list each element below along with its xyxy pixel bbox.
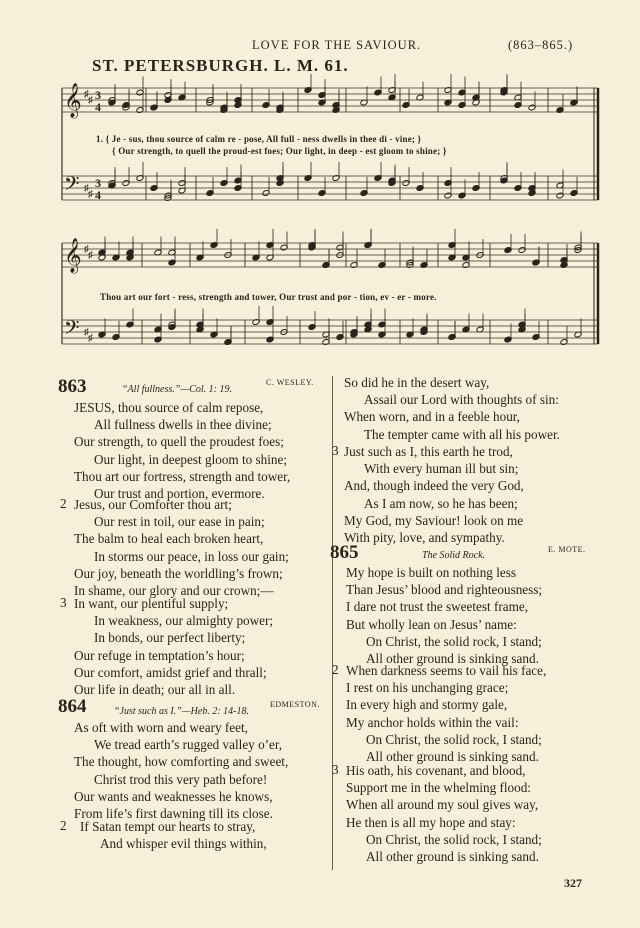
- scripture-reference: “All fullness.”—Col. 1: 19.: [122, 384, 233, 395]
- sharp-icon: ♯: [84, 89, 89, 100]
- sharp-icon: ♯: [88, 95, 93, 106]
- stanza: [346, 564, 542, 667]
- verse-line: I rest on his unchanging grace;: [346, 680, 509, 696]
- hymn-range: (863–865.): [508, 38, 574, 52]
- verse-line: But wholly lean on Jesus’ name:: [346, 616, 517, 632]
- verse-line: My anchor holds within the vail:: [346, 714, 519, 730]
- verse-line: In every high and stormy gale,: [346, 697, 508, 713]
- verse-line: When darkness seems to vail his face,: [346, 663, 547, 678]
- stanza-number: 3: [332, 443, 339, 458]
- stanza: [344, 443, 524, 546]
- verse-line: Just such as I, this earth he trod,: [344, 444, 513, 459]
- verse-line: On Christ, the solid rock, I stand;: [366, 731, 542, 747]
- verse-line: Our wants and weaknesses he knows,: [74, 788, 273, 804]
- verse-line: And whisper evil things within,: [100, 836, 267, 852]
- stanza-number: 2: [60, 496, 67, 511]
- sharp-icon: ♯: [88, 333, 93, 344]
- verse-line: So did he in the desert way,: [344, 375, 490, 390]
- verse-line: Jesus, our Comforter thou art;: [74, 497, 232, 512]
- verse-line: In storms our peace, in loss our gain;: [94, 548, 289, 564]
- verse-line: He then is all my hope and stay:: [346, 814, 516, 830]
- verse-line: Thou art our fortress, strength and tower,: [74, 468, 291, 484]
- verse-line: Christ trod this very path before!: [94, 771, 268, 787]
- verse-line: As I am now, so he has been;: [364, 495, 518, 511]
- time-signature: 3: [95, 88, 101, 102]
- verse-line: In weakness, our almighty power;: [94, 613, 274, 629]
- verse-line: As oft with worn and weary feet,: [74, 720, 248, 735]
- time-signature: 4: [95, 188, 101, 202]
- author: C. WESLEY.: [266, 378, 314, 387]
- verse-line: The tempter came with all his power.: [364, 426, 560, 442]
- verse-line: His oath, his covenant, and blood,: [346, 763, 526, 778]
- hymn-number: 864: [58, 696, 87, 717]
- verse-line: Our joy, beneath the worldling’s frown;: [74, 565, 283, 581]
- author: E. MOTE.: [548, 545, 586, 554]
- stanza-number: 2: [60, 818, 67, 833]
- verse-line: In bonds, our perfect liberty;: [94, 630, 246, 646]
- verse-line: Than Jesus’ blood and righteousness;: [346, 582, 543, 598]
- lyrics-line-2: { Our strength, to quell the proud-est foes; Our light, in deep - est gloom to shine; }: [112, 146, 447, 156]
- lyrics-line-3: Thou art our fort - ress, strength and tower, Our trust and por - tion, ev - er - more.: [100, 292, 437, 302]
- running-title: LOVE FOR THE SAVIOUR.: [252, 38, 422, 52]
- verse-line: My God, my Saviour! look on me: [344, 512, 524, 528]
- verse-line: My hope is built on nothing less: [346, 565, 516, 580]
- stanza-continued: [344, 374, 560, 443]
- verse-line: Our strength, to quell the proudest foes;: [74, 434, 284, 450]
- stanza: [346, 662, 546, 765]
- verse-line: I dare not trust the sweetest frame,: [346, 599, 528, 615]
- verse-line: Our trust and portion, evermore.: [94, 486, 265, 502]
- sharp-icon: ♯: [84, 183, 89, 194]
- author: EDMESTON.: [270, 700, 320, 709]
- verse-line: The thought, how comforting and sweet,: [74, 754, 289, 770]
- stanza-number: 2: [332, 662, 339, 677]
- verse-line: Our comfort, amidst grief and thrall;: [74, 664, 267, 680]
- page-number: 327: [564, 876, 582, 890]
- verse-line: Our life in death; our all in all.: [74, 682, 236, 698]
- time-signature: 4: [95, 100, 101, 114]
- stanza: [74, 399, 290, 502]
- sharp-icon: ♯: [88, 250, 93, 261]
- scripture-reference: “Just such as I.”—Heb. 2: 14-18.: [114, 706, 249, 717]
- verse-line: All other ground is sinking sand.: [366, 651, 539, 667]
- verse-line: With pity, love, and sympathy.: [344, 530, 505, 546]
- tune-title: ST. PETERSBURGH. L. M. 61.: [92, 56, 349, 75]
- sharp-icon: ♯: [88, 189, 93, 200]
- verse-line: In want, our plentiful supply;: [74, 596, 229, 611]
- verse-line: On Christ, the solid rock, I stand;: [366, 831, 542, 847]
- verse-line: When all around my soul gives way,: [346, 797, 539, 813]
- sharp-icon: ♯: [84, 327, 89, 338]
- hymn-number: 865: [330, 542, 359, 563]
- scripture-reference: The Solid Rock.: [422, 550, 486, 561]
- stanza: [346, 762, 542, 865]
- sharp-icon: ♯: [84, 244, 89, 255]
- verse-line: On Christ, the solid rock, I stand;: [366, 633, 542, 649]
- stanza: [74, 719, 288, 822]
- verse-line: JESUS, thou source of calm repose,: [74, 400, 264, 415]
- verse-line: Our refuge in temptation’s hour;: [74, 647, 245, 663]
- verse-line: From life’s first dawning till its close.: [74, 806, 273, 822]
- verse-line: Our rest in toil, our ease in pain;: [94, 514, 265, 530]
- verse-line: All other ground is sinking sand.: [366, 849, 539, 865]
- verse-line: All fullness dwells in thee divine;: [94, 417, 272, 433]
- verse-line: Our light, in deepest gloom to shine;: [94, 451, 288, 467]
- bass-clef-icon: 𝄢: [64, 316, 80, 344]
- verse-line: All other ground is sinking sand.: [366, 749, 539, 765]
- bass-clef-icon: 𝄢: [64, 172, 80, 200]
- verse-line: If Satan tempt our hearts to stray,: [80, 819, 256, 834]
- verse-line: When worn, and in a feeble hour,: [344, 409, 520, 425]
- hymn-number: 863: [58, 376, 87, 397]
- stanza: [80, 818, 267, 852]
- stanza: [74, 595, 273, 698]
- music-score: [0, 0, 640, 370]
- time-signature: 3: [95, 176, 101, 190]
- stanza: [74, 496, 289, 599]
- verse-line: In shame, our glory and our crown;—: [74, 583, 274, 599]
- treble-clef-icon: 𝄞: [64, 83, 82, 118]
- verse-line: Support me in the whelming flood:: [346, 780, 531, 796]
- verse-line: The balm to heal each broken heart,: [74, 531, 264, 547]
- stanza-number: 3: [60, 595, 67, 610]
- stanza-number: 3: [332, 762, 339, 777]
- verse-line: And, though indeed the very God,: [344, 478, 524, 494]
- lyrics-line-1: 1. { Je - sus, thou source of calm re - pose, All full - ness dwells in thee di - vine; }: [96, 134, 422, 144]
- verse-line: Assail our Lord with thoughts of sin:: [364, 392, 559, 408]
- treble-clef-icon: 𝄞: [64, 238, 82, 273]
- verse-line: We tread earth’s rugged valley o’er,: [94, 737, 283, 753]
- verse-line: With every human ill but sin;: [364, 461, 519, 477]
